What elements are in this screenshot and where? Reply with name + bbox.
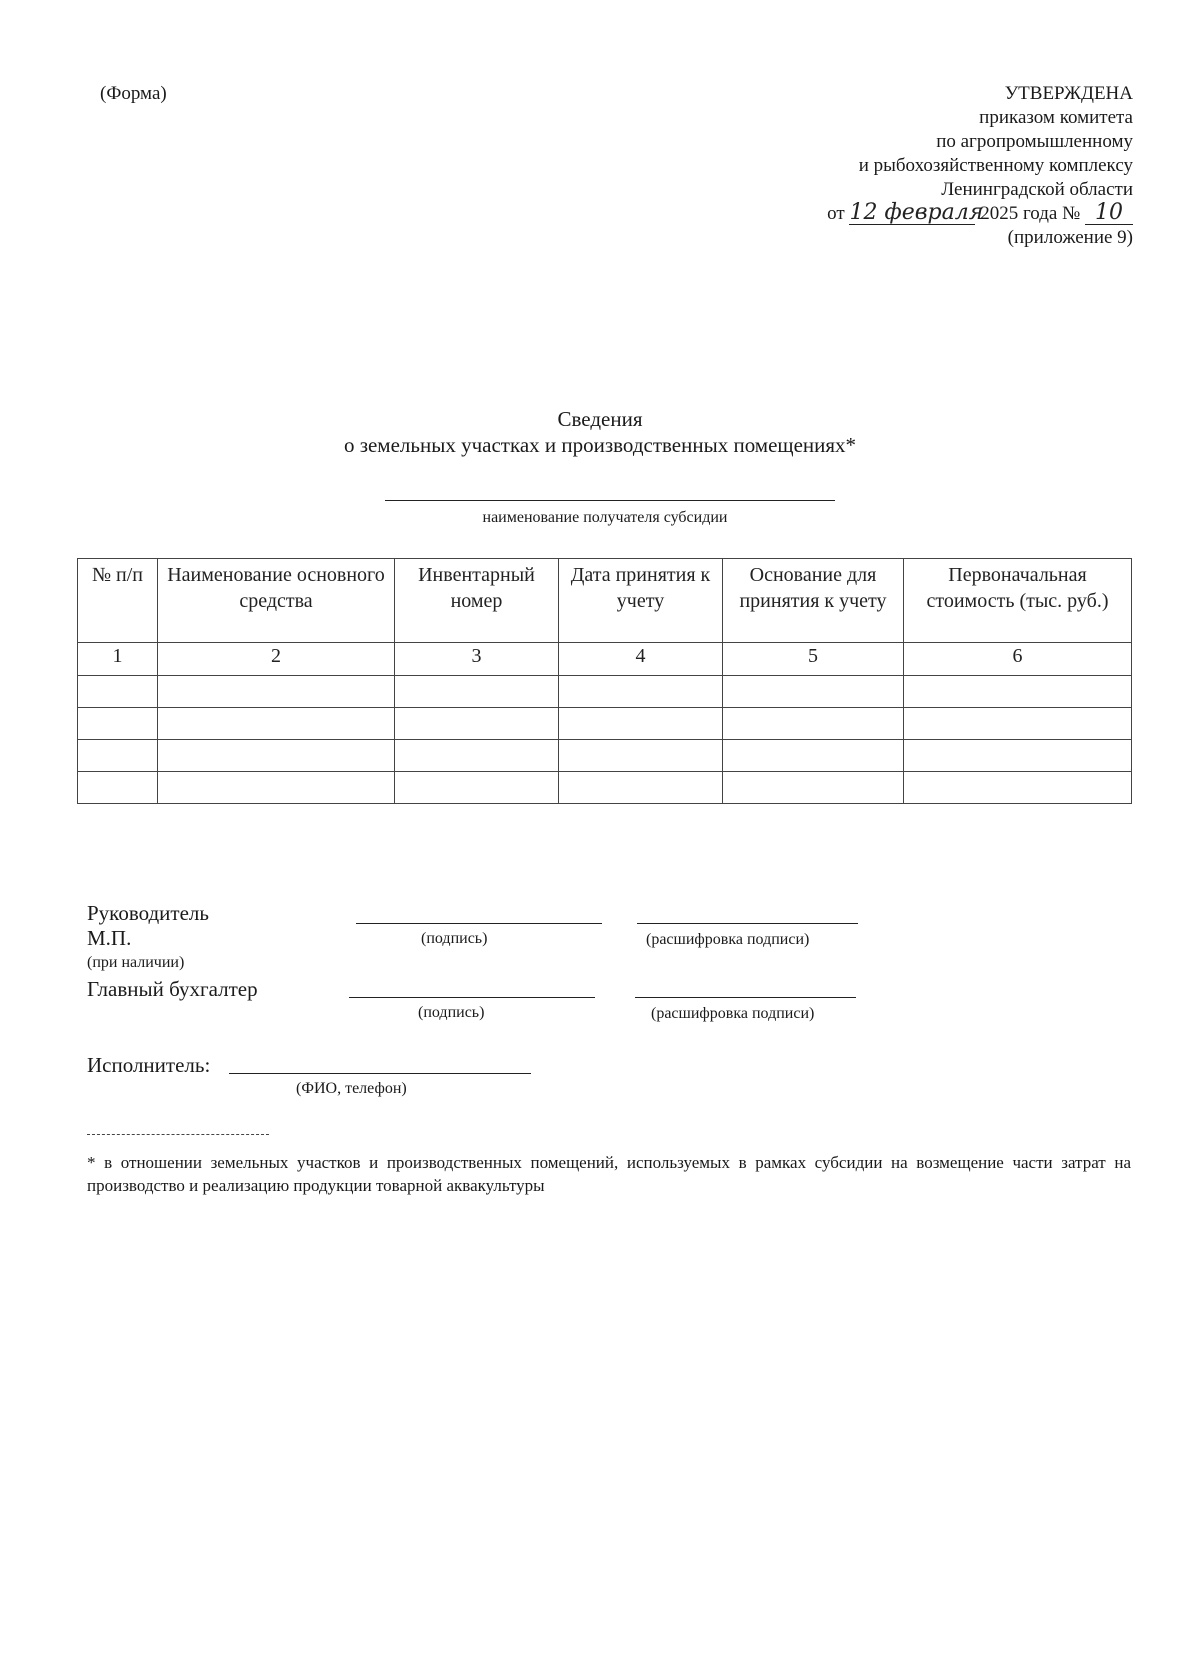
column-header: Инвентарный номер	[395, 559, 559, 643]
table-cell	[158, 708, 395, 740]
recipient-caption: наименование получателя субсидии	[482, 509, 728, 526]
accountant-signature-line	[349, 997, 595, 998]
column-header: № п/п	[78, 559, 158, 643]
assets-table	[77, 558, 1132, 804]
table-cell	[78, 676, 158, 708]
approval-date-line	[827, 202, 1133, 226]
table-cell	[395, 676, 559, 708]
table-cell	[78, 708, 158, 740]
signature-caption: (подпись)	[418, 1004, 485, 1021]
signature-caption: (подпись)	[421, 930, 488, 947]
table-cell	[559, 676, 723, 708]
table-header-row	[78, 559, 1132, 643]
recipient-name-line	[385, 500, 835, 501]
form-label: (Форма)	[100, 83, 167, 104]
table-cell	[158, 740, 395, 772]
table-cell	[559, 772, 723, 804]
table-cell	[395, 772, 559, 804]
table-cell	[78, 772, 158, 804]
column-number: 1	[78, 643, 158, 676]
table-cell	[723, 772, 904, 804]
table-cell	[904, 772, 1132, 804]
footnote-separator	[87, 1134, 269, 1135]
footnote: * в отношении земельных участков и производственных помещений, используемых в рамках субсидии на возмещение части затрат на производство и реализацию продукции товарной аквакультуры	[87, 1153, 1131, 1195]
table-cell	[158, 772, 395, 804]
table-cell	[559, 708, 723, 740]
approval-line: по агропромышленному	[936, 131, 1133, 152]
approval-block	[827, 82, 1133, 250]
column-header: Дата принятия к учету	[559, 559, 723, 643]
approval-line: приказом комитета	[979, 107, 1133, 128]
table-cell	[904, 740, 1132, 772]
table-row	[78, 740, 1132, 772]
stamp-note: (при наличии)	[87, 954, 185, 971]
handwritten-date: 12 февраля	[849, 200, 984, 225]
column-number: 4	[559, 643, 723, 676]
decoding-caption: (расшифровка подписи)	[651, 1005, 815, 1022]
accountant-label: Главный бухгалтер	[87, 977, 258, 1001]
executor-line	[229, 1073, 531, 1074]
column-header: Основание для принятия к учету	[723, 559, 904, 643]
accountant-decoding-line	[635, 997, 856, 998]
table-cell	[904, 676, 1132, 708]
stamp-label: М.П.	[87, 926, 132, 950]
table-row	[78, 676, 1132, 708]
column-header: Первоначальная стоимость (тыс. руб.)	[904, 559, 1132, 643]
table-cell	[723, 708, 904, 740]
document-title	[0, 406, 1200, 458]
title-line-2: о земельных участках и производственных помещениях*	[343, 433, 857, 457]
table-cell	[723, 676, 904, 708]
table-cell	[395, 740, 559, 772]
title-line-1: Сведения	[557, 407, 643, 431]
table-cell	[395, 708, 559, 740]
table-cell	[723, 740, 904, 772]
column-number: 3	[395, 643, 559, 676]
approval-line: и рыбохозяйственному комплексу	[858, 155, 1133, 176]
column-number: 6	[904, 643, 1132, 676]
appendix-note: (приложение 9)	[1007, 227, 1133, 248]
table-cell	[559, 740, 723, 772]
decoding-caption: (расшифровка подписи)	[646, 931, 810, 948]
column-number: 5	[723, 643, 904, 676]
approval-title: УТВЕРЖДЕНА	[1004, 83, 1133, 104]
column-number: 2	[158, 643, 395, 676]
head-decoding-line	[637, 923, 858, 924]
column-header: Наименование основного средства	[158, 559, 395, 643]
approval-line: Ленинградской области	[941, 179, 1133, 200]
table-cell	[904, 708, 1132, 740]
table-row	[78, 708, 1132, 740]
table-cell	[78, 740, 158, 772]
handwritten-number: 10	[1085, 202, 1133, 225]
table-row	[78, 772, 1132, 804]
column-number-row	[78, 643, 1132, 676]
year-text: 2025 года №	[980, 203, 1081, 224]
head-label: Руководитель	[87, 901, 209, 925]
date-prefix: от	[827, 203, 845, 224]
head-signature-line	[356, 923, 602, 924]
executor-caption: (ФИО, телефон)	[296, 1080, 407, 1097]
executor-label: Исполнитель:	[87, 1053, 211, 1077]
table-cell	[158, 676, 395, 708]
